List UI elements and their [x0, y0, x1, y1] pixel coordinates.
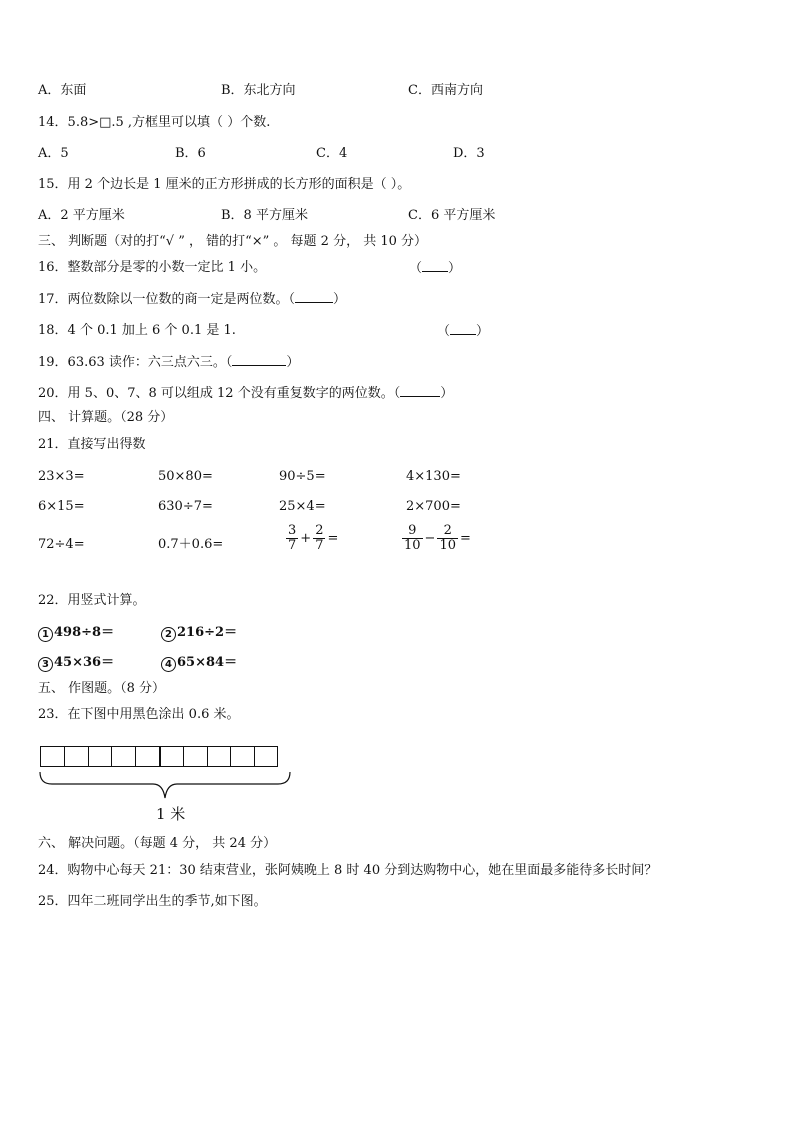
fraction-9-10 [402, 524, 423, 553]
q19-blank[interactable] [232, 353, 286, 366]
q24-text: 24．购物中心每天 21：30 结束营业，张阿姨晚上 8 时 40 分到达购物中心，她在里面最多能待多长时间？ [38, 863, 658, 878]
q19-label: 19．63.63 读作：六三点六三。（ [38, 355, 233, 370]
strip-cell[interactable] [64, 746, 88, 767]
q17-blank[interactable] [295, 290, 333, 303]
numerator: 2 [315, 523, 324, 538]
q14-option-a: A．5 [38, 146, 69, 161]
calc-3-1: 72÷4= [38, 537, 85, 552]
equals-sign: = [327, 531, 339, 546]
q13-option-c: C．西南方向 [408, 83, 483, 98]
q20-close-paren: ） [440, 386, 454, 401]
circled-number: 2 [161, 627, 176, 642]
vertical-calc-expr: 45×36＝ [54, 655, 115, 670]
q16-blank[interactable] [422, 259, 448, 272]
denominator: 10 [404, 538, 421, 553]
numerator: 3 [288, 523, 297, 538]
q13-option-a: A．东面 [38, 83, 87, 98]
circled-number: 3 [38, 657, 53, 672]
vertical-calc-expr: 498÷8＝ [54, 625, 115, 640]
q15-option-b: B．8 平方厘米 [221, 208, 308, 223]
q14-option-b: B．6 [175, 146, 206, 161]
strip-cell[interactable] [159, 746, 183, 767]
fraction-3-7 [286, 524, 298, 553]
fraction-expression-2 [400, 524, 471, 553]
fraction-2-7 [313, 524, 325, 553]
section-6-heading: 六、 解决问题。（每题 4 分， 共 24 分） [38, 836, 277, 851]
curly-brace-icon [38, 770, 292, 802]
circled-number: 1 [38, 627, 53, 642]
q18-blank[interactable] [450, 322, 476, 335]
numerator: 2 [443, 523, 452, 538]
strip-cell[interactable] [183, 746, 207, 767]
vertical-calc-expr: 65×84＝ [177, 655, 238, 670]
calc-2-1: 6×15= [38, 499, 85, 514]
q18-text: 18．4 个 0.1 加上 6 个 0.1 是 1. [38, 323, 236, 338]
calc-1-4: 4×130= [406, 469, 461, 484]
q25-text: 25．四年二班同学出生的季节,如下图。 [38, 894, 267, 909]
denominator: 7 [288, 538, 297, 553]
calc-1-2: 50×80= [158, 469, 213, 484]
section-4-heading: 四、 计算题。（28 分） [38, 410, 174, 425]
strip-cell[interactable] [111, 746, 135, 767]
q13-option-b: B．东北方向 [221, 83, 296, 98]
vertical-calc-4 [161, 654, 237, 672]
minus-sign: − [424, 531, 436, 546]
q16-open-paren: （ [409, 261, 423, 276]
q18-close-paren: ） [476, 324, 490, 339]
q14-option-d: D．3 [453, 146, 485, 161]
section-5-heading: 五、 作图题。（8 分） [38, 681, 166, 696]
q21-text: 21．直接写出得数 [38, 437, 146, 452]
calc-2-2: 630÷7= [158, 499, 213, 514]
denominator: 7 [315, 538, 324, 553]
vertical-calc-1 [38, 624, 114, 642]
q18-answer[interactable] [437, 322, 489, 341]
numerator: 9 [408, 523, 417, 538]
section-3-heading: 三、 判断题（对的打“√ ” ， 错的打“×” 。 每题 2 分， 共 10 分） [38, 234, 428, 249]
calc-3-2: 0.7＋0.6= [158, 537, 224, 552]
q20-label: 20．用 5、0、7、8 可以组成 12 个没有重复数字的两位数。（ [38, 386, 401, 401]
q17-label: 17．两位数除以一位数的商一定是两位数。（ [38, 292, 296, 307]
q16-text: 16．整数部分是零的小数一定比 1 小。 [38, 260, 267, 275]
strip-cell[interactable] [207, 746, 231, 767]
q23-text: 23．在下图中用黑色涂出 0.6 米。 [38, 707, 240, 722]
plus-sign: + [300, 531, 312, 546]
q19-text [38, 353, 299, 372]
q14-option-c: C．4 [316, 146, 348, 161]
circled-number: 4 [161, 657, 176, 672]
meter-strip [40, 746, 278, 767]
vertical-calc-2 [161, 624, 237, 642]
strip-cell[interactable] [230, 746, 254, 767]
q19-close-paren: ） [286, 355, 300, 370]
strip-length-label: 1 米 [156, 805, 186, 823]
q14-text: 14．5.8>□.5 ,方框里可以填（ ）个数. [38, 115, 271, 130]
strip-cell[interactable] [40, 746, 64, 767]
strip-cell[interactable] [88, 746, 112, 767]
fraction-2-10 [437, 524, 458, 553]
vertical-calc-3 [38, 654, 114, 672]
calc-1-3: 90÷5= [279, 469, 326, 484]
q18-open-paren: （ [437, 324, 451, 339]
q17-text [38, 290, 346, 309]
calc-2-3: 25×4= [279, 499, 326, 514]
q17-close-paren: ） [333, 292, 347, 307]
calc-1-1: 23×3= [38, 469, 85, 484]
q16-answer[interactable] [409, 259, 461, 278]
strip-cell[interactable] [254, 746, 278, 767]
q15-option-c: C．6 平方厘米 [408, 208, 496, 223]
q20-text [38, 384, 453, 403]
q22-text: 22．用竖式计算。 [38, 593, 146, 608]
equals-sign: = [460, 531, 471, 546]
q16-close-paren: ） [448, 261, 462, 276]
q15-option-a: A．2 平方厘米 [38, 208, 125, 223]
strip-cell[interactable] [135, 746, 159, 767]
q15-text: 15．用 2 个边长是 1 厘米的正方形拼成的长方形的面积是（ ）。 [38, 177, 411, 192]
calc-2-4: 2×700= [406, 499, 461, 514]
vertical-calc-expr: 216÷2＝ [177, 625, 238, 640]
denominator: 10 [439, 538, 456, 553]
q20-blank[interactable] [400, 384, 440, 397]
fraction-expression-1 [284, 524, 338, 553]
